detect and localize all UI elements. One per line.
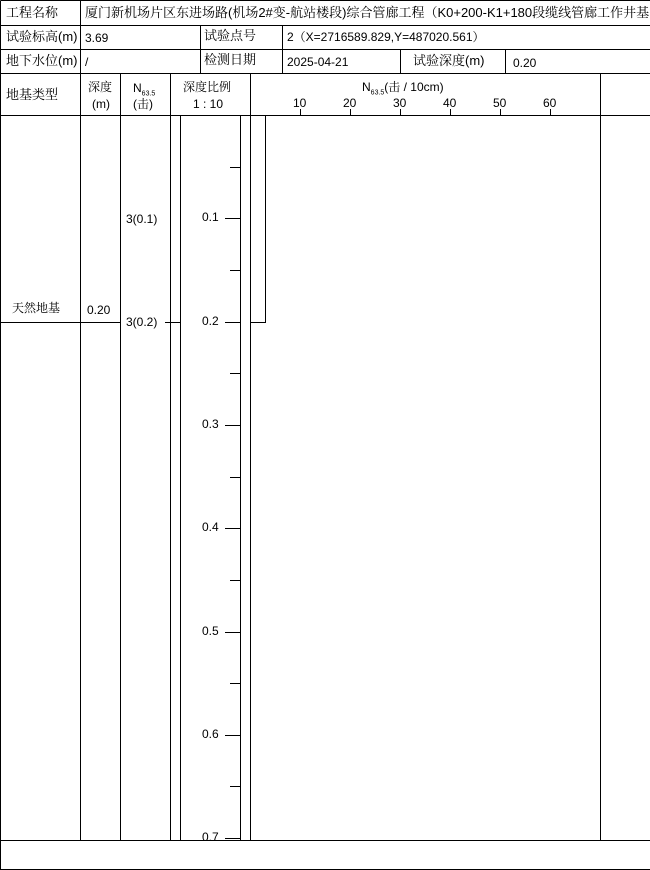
soil-type-value: 天然地基 — [12, 301, 61, 315]
test-depth-label: 试验深度(m) — [413, 53, 485, 68]
y-tick-label: 0.4 — [202, 520, 219, 535]
test-date-label: 检测日期 — [204, 52, 257, 67]
test-depth-value: 0.20 — [513, 56, 537, 70]
x-tick-label: 60 — [543, 96, 557, 110]
depth-header: 深度 — [88, 80, 113, 94]
y-tick-label: 0.3 — [202, 416, 219, 431]
test-date-value: 2025-04-21 — [287, 55, 349, 69]
y-tick-label: 0.1 — [202, 210, 219, 225]
layer-depth-value: 0.20 — [87, 303, 111, 317]
point-label: 试验点号 — [204, 28, 257, 43]
water-level-value: / — [85, 55, 89, 69]
x-tick-label: 40 — [443, 96, 457, 110]
blow-count-symbol: N — [133, 81, 142, 95]
x-tick-label: 30 — [393, 96, 407, 110]
chart-subscript: 63.5 — [370, 89, 385, 97]
y-tick-label: 0.2 — [202, 313, 219, 328]
chart-unit: (击 / 10cm) — [384, 80, 444, 94]
y-tick-label: 0.7 — [202, 830, 219, 845]
x-tick-label: 10 — [293, 96, 307, 110]
water-level-label: 地下水位(m) — [6, 53, 78, 68]
blow-reading-1: 3(0.1) — [126, 212, 158, 226]
y-tick-label: 0.5 — [202, 623, 219, 638]
soil-type-header: 地基类型 — [6, 87, 59, 102]
x-tick-label: 20 — [343, 96, 357, 110]
x-tick-label: 50 — [493, 96, 507, 110]
blow-count-step-line — [251, 115, 266, 323]
elevation-value: 3.69 — [85, 31, 109, 45]
y-tick-label: 0.6 — [202, 726, 219, 741]
elevation-label: 试验标高(m) — [6, 29, 78, 44]
point-value: 2（X=2716589.829,Y=487020.561） — [287, 30, 485, 44]
blow-count-subscript: 63.5 — [141, 90, 156, 98]
depth-scale-value: 1 : 10 — [193, 97, 224, 111]
project-name: 厦门新机场片区东进场路(机场2#变-航站楼段)综合管廊工程（K0+200-K1+180段缆线管廊工作井基 — [85, 5, 650, 20]
chart-symbol: N — [362, 80, 371, 94]
depth-unit-header: (m) — [92, 97, 110, 111]
project-label: 工程名称 — [6, 5, 59, 20]
depth-scale-header: 深度比例 — [183, 80, 232, 94]
blow-reading-2: 3(0.2) — [126, 315, 158, 329]
blow-count-unit: (击) — [133, 97, 153, 111]
